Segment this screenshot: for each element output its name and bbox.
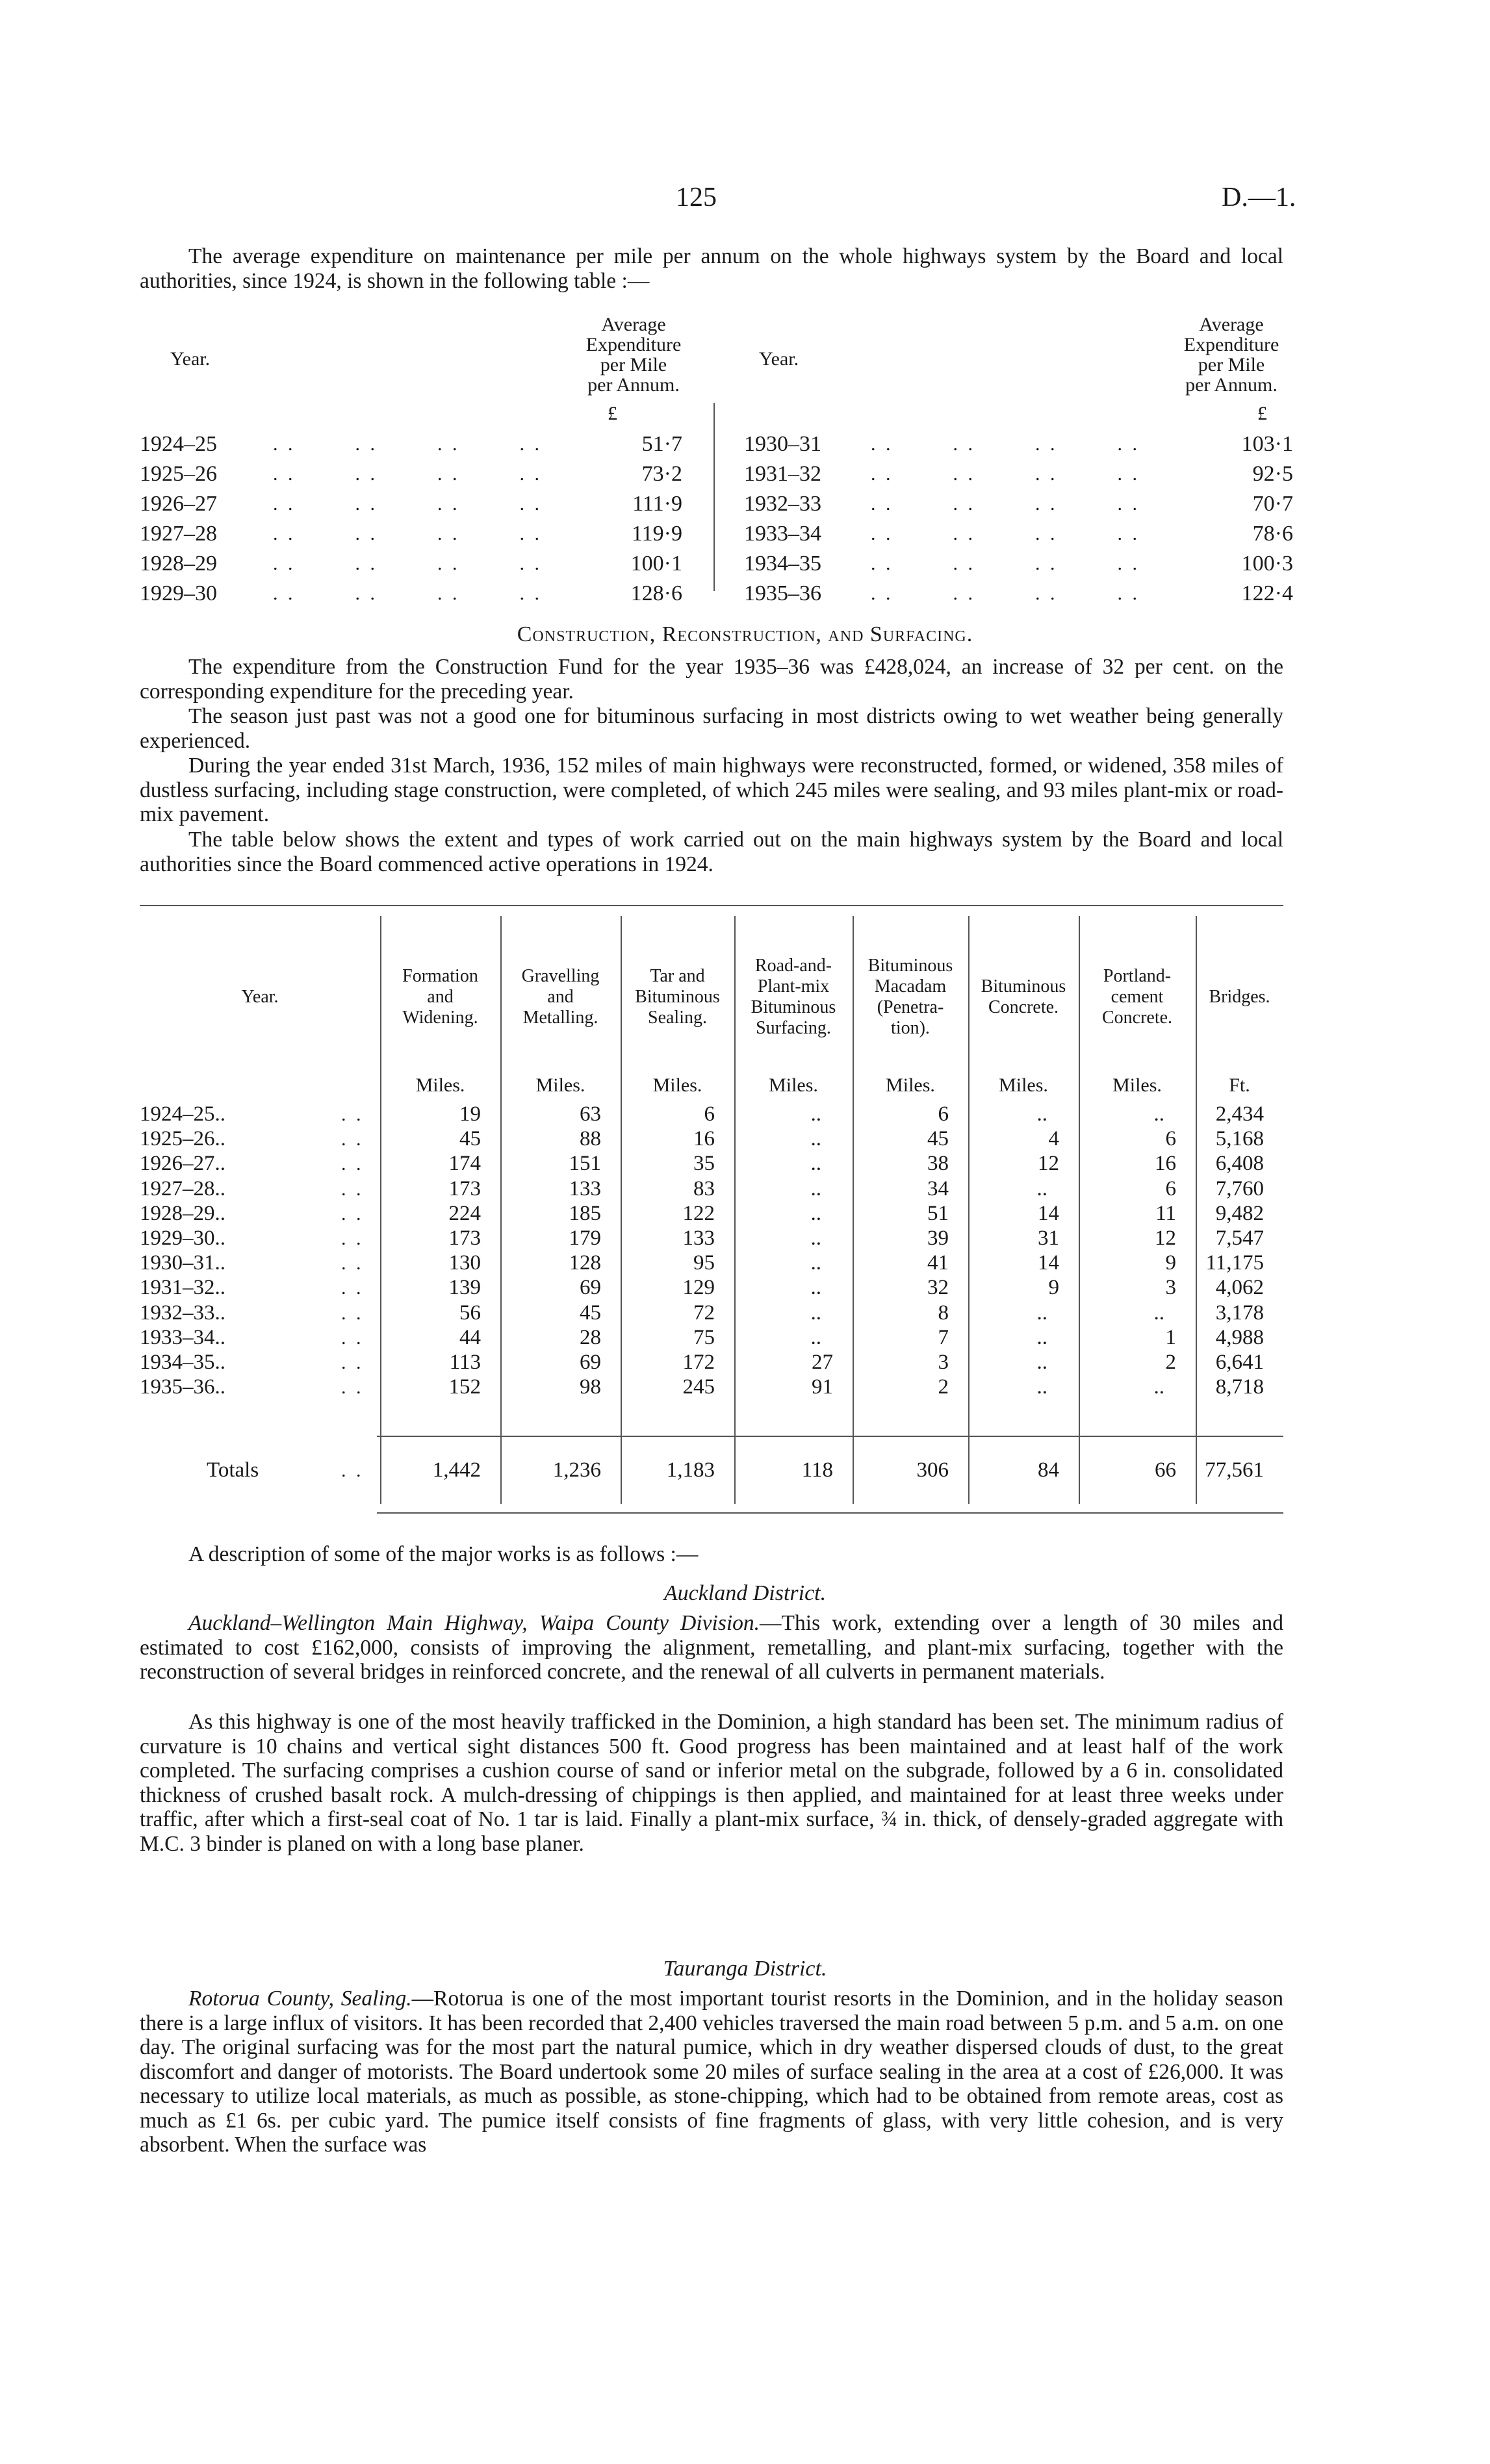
works-cell: 9,482	[1215, 1201, 1264, 1225]
works-row-year: 1932–33..	[140, 1301, 225, 1325]
works-unit: Miles.	[535, 1074, 585, 1096]
works-cell: 245	[682, 1375, 715, 1399]
works-unit: Miles.	[999, 1074, 1048, 1096]
intro-paragraph: The average expenditure on maintenance per mile per annum on the whole highways system by the Board and local authorities, since 1924, is shown in the following table :—	[140, 244, 1283, 293]
leader-dots: . .	[341, 1352, 364, 1373]
leader-dots: . .	[341, 1104, 364, 1125]
leader-dots: . .	[341, 1377, 364, 1399]
leader-dots: . . . . . . . .	[871, 463, 1140, 485]
leader-dots: . . . . . . . .	[273, 493, 542, 514]
leader-dots: . . . . . . . .	[273, 583, 542, 604]
section-heading: Construction, Reconstruction, and Surfacing.	[517, 622, 973, 646]
works-cell: 172	[682, 1351, 715, 1374]
works-cell: 45	[927, 1127, 949, 1151]
works-cell: 6	[1165, 1176, 1176, 1200]
works-row-year: 1927–28..	[140, 1176, 225, 1200]
works-cell: 91	[812, 1375, 833, 1399]
leader-dots: . . . . . . . .	[871, 433, 1140, 455]
avg-value-right: 100·3	[1241, 552, 1293, 576]
major-works-intro: A description of some of the major works is as follows :—	[188, 1542, 699, 1566]
works-header-5: Bituminous Macadam (Penetra- tion).	[867, 956, 953, 1038]
works-total-cell: 84	[1038, 1458, 1059, 1482]
avg-value-left: 73·2	[641, 462, 682, 486]
works-cell: 173	[448, 1226, 481, 1250]
avg-year-left: 1928–29	[140, 552, 217, 576]
auckland-paragraph-2: As this highway is one of the most heavily trafficked in the Dominion, a high standard has been set. The minimum radius of curvature is 10 chains and vertical sight distances 500 ft. Good progress has been maintained and at least half of the work completed. The surfacing comprises a cushion course of sand or inferior metal on the subgrade, followed by a 6 in. consolidated thickness of crushed basalt rock. A mulch-dressing of chippings is then applied, and maintained for at least three weeks under traffic, after which a first-seal coat of No. 1 tar is laid. Finally a plant-mix surface, ¾ in. thick, of densely-graded aggregate with M.C. 3 binder is planed on with a long base planer.	[140, 1710, 1283, 1856]
works-cell: 39	[927, 1226, 949, 1250]
works-cell: 75	[693, 1325, 715, 1349]
works-cell: 129	[682, 1276, 715, 1300]
works-cell: 6,641	[1215, 1351, 1264, 1374]
leader-dots: . .	[341, 1153, 364, 1175]
auckland-p1-text: —This work, extending over a length of 30 miles and estimated to cost £162,000, consists of improving the alignment, remetalling, and plant-mix surfacing, together with the reconstruction of several bridges in reinforced concrete, and the renewal of all culverts in permanent materials.	[140, 1611, 1283, 1684]
works-cell: ..	[810, 1251, 821, 1275]
works-cell: 139	[448, 1276, 481, 1300]
works-cell: ..	[1036, 1375, 1047, 1399]
avg-value-left: 100·1	[630, 552, 682, 576]
works-unit: Miles.	[886, 1074, 935, 1096]
leader-dots: . .	[341, 1302, 364, 1324]
works-table-top-rule	[140, 905, 1283, 906]
works-total-cell: 77,561	[1205, 1458, 1264, 1482]
works-cell: ..	[1153, 1301, 1164, 1325]
works-unit: Ft.	[1229, 1074, 1250, 1096]
works-header-2: Gravelling and Metalling.	[521, 966, 600, 1028]
works-cell: ..	[810, 1176, 821, 1200]
works-cell: 8,718	[1215, 1375, 1264, 1399]
avg-unit-right: £	[1257, 403, 1267, 424]
works-cell: 6,408	[1215, 1152, 1264, 1176]
leader-dots: . .	[341, 1252, 364, 1275]
avg-unit-left: £	[608, 403, 617, 424]
leader-dots: . . . . . . . .	[871, 523, 1140, 544]
leader-dots: . .	[341, 1202, 364, 1225]
works-cell: ..	[1036, 1176, 1047, 1200]
works-cell: 14	[1038, 1251, 1059, 1275]
auckland-paragraph-1	[140, 1611, 1283, 1684]
works-row-year: 1931–32..	[140, 1276, 225, 1300]
avg-year-left: 1929–30	[140, 581, 217, 605]
leader-dots: . . . . . . . .	[871, 553, 1140, 574]
works-row-year: 1929–30..	[140, 1226, 225, 1250]
works-header-8: Bridges.	[1209, 987, 1270, 1007]
works-cell: 9	[1048, 1276, 1059, 1300]
works-total-cell: 118	[801, 1458, 833, 1482]
works-row-year: 1926–27..	[140, 1152, 225, 1176]
works-cell: 3	[1165, 1276, 1176, 1300]
works-unit: Miles.	[1112, 1074, 1162, 1096]
works-header-0: Year.	[241, 987, 279, 1007]
works-cell: ..	[1036, 1325, 1047, 1349]
works-cell: 130	[448, 1251, 481, 1275]
works-cell: 98	[580, 1375, 601, 1399]
works-cell: 51	[927, 1201, 949, 1225]
works-cell: 95	[693, 1251, 715, 1275]
document-id: D.—1.	[1222, 183, 1296, 212]
works-cell: ..	[810, 1301, 821, 1325]
works-cell: ..	[810, 1325, 821, 1349]
works-cell: 27	[812, 1351, 833, 1374]
avg-col-exp-right: Average Expenditure per Mile per Annum.	[1183, 314, 1279, 396]
works-cell: ..	[810, 1226, 821, 1250]
paragraph-works-done: During the year ended 31st March, 1936, 152 miles of main highways were reconstructed, formed, or widened, 358 miles of dustless surfacing, including stage construction, were completed, of which 245 miles were sealing, and 93 miles plant-mix or road-mix pavement.	[140, 754, 1283, 826]
works-cell: 8	[938, 1301, 949, 1325]
works-cell: 16	[1155, 1152, 1176, 1176]
works-cell: 12	[1155, 1226, 1176, 1250]
works-cell: 7,547	[1215, 1226, 1264, 1250]
works-cell: 174	[448, 1152, 481, 1176]
avg-year-left: 1926–27	[140, 492, 217, 516]
auckland-heading: Auckland District.	[663, 1581, 827, 1605]
leader-dots: . . . . . . . .	[871, 583, 1140, 604]
works-total-cell: 1,183	[666, 1458, 715, 1482]
avg-col-year-right: Year.	[759, 348, 799, 370]
works-cell: ..	[810, 1276, 821, 1300]
works-cell: 11	[1155, 1201, 1176, 1225]
works-cell: 83	[693, 1176, 715, 1200]
works-cell: 11,175	[1205, 1251, 1264, 1275]
leader-dots: . .	[341, 1277, 364, 1299]
works-header-3: Tar and Bituminous Sealing.	[635, 966, 720, 1028]
works-cell: 69	[580, 1276, 601, 1300]
works-table-totals-rule	[377, 1436, 1283, 1437]
works-row-year: 1933–34..	[140, 1325, 225, 1349]
tauranga-p1-text: —Rotorua is one of the most important tourist resorts in the Dominion, and in the holiday season there is a large influx of visitors. It has been recorded that 2,400 vehicles traversed the main road between 5 p.m. and 5 a.m. on one day. The original surfacing was for the most part the natural pumice, which in dry weather dispersed clouds of dust, to the great discomfort and danger of motorists. The Board undertook some 20 miles of surface sealing in the area at a cost of £26,000. It was necessary to utilize local materials, as much as possible, as stone-chipping, which had to be obtained from remote areas, cost as much as £1 6s. per cubic yard. The pumice itself consists of fine fragments of glass, with very little cohesion, and is very absorbent. When the surface was	[140, 1987, 1283, 2157]
works-cell: ..	[810, 1201, 821, 1225]
works-cell: 6	[938, 1102, 949, 1126]
works-row-year: 1925–26..	[140, 1127, 225, 1151]
paragraph-expenditure: The expenditure from the Construction Fund for the year 1935–36 was £428,024, an increase of 32 per cent. on the corresponding expenditure for the preceding year.	[140, 655, 1283, 704]
tauranga-lead: Rotorua County, Sealing.	[188, 1987, 412, 2011]
works-cell: 3	[938, 1351, 949, 1374]
works-cell: 28	[580, 1325, 601, 1349]
works-cell: 69	[580, 1351, 601, 1374]
works-cell: 19	[459, 1102, 481, 1126]
avg-value-right: 103·1	[1241, 432, 1293, 456]
works-cell: 12	[1038, 1152, 1059, 1176]
leader-dots: . . . . . . . .	[273, 433, 542, 455]
works-row-year: 1928–29..	[140, 1201, 225, 1225]
works-cell: ..	[1153, 1102, 1164, 1126]
leader-dots: . .	[341, 1228, 364, 1249]
works-cell: 128	[569, 1251, 601, 1275]
works-cell: 5,168	[1215, 1127, 1264, 1151]
works-cell: 2	[1165, 1351, 1176, 1374]
works-cell: 2,434	[1215, 1102, 1264, 1126]
works-cell: 88	[580, 1127, 601, 1151]
works-unit: Miles.	[415, 1074, 465, 1096]
avg-value-right: 70·7	[1252, 492, 1293, 516]
works-cell: 179	[569, 1226, 601, 1250]
works-total-cell: 1,442	[432, 1458, 481, 1482]
leader-dots: . .	[341, 1128, 364, 1150]
works-table-bottom-rule	[377, 1512, 1283, 1514]
works-header-7: Portland- cement Concrete.	[1101, 966, 1173, 1028]
works-cell: 133	[682, 1226, 715, 1250]
works-cell: 173	[448, 1176, 481, 1200]
leader-dots: . . . . . . . .	[273, 523, 542, 544]
avg-year-right: 1934–35	[744, 552, 821, 576]
works-cell: 34	[927, 1176, 949, 1200]
works-cell: 7,760	[1215, 1176, 1264, 1200]
works-total-cell: 306	[916, 1458, 949, 1482]
avg-value-right: 122·4	[1241, 581, 1293, 605]
auckland-lead: Auckland–Wellington Main Highway, Waipa County Division.	[188, 1611, 760, 1635]
leader-dots: . .	[341, 1460, 364, 1481]
works-cell: 122	[682, 1201, 715, 1225]
works-row-year: 1934–35..	[140, 1351, 225, 1374]
avg-col-year-left: Year.	[170, 348, 211, 370]
works-cell: 185	[569, 1201, 601, 1225]
works-unit: Miles.	[652, 1074, 702, 1096]
works-total-cell: 66	[1155, 1458, 1176, 1482]
works-totals-label: Totals	[207, 1458, 259, 1482]
avg-year-left: 1924–25	[140, 432, 217, 456]
works-total-cell: 1,236	[552, 1458, 601, 1482]
works-cell: ..	[810, 1152, 821, 1176]
avg-year-right: 1935–36	[744, 581, 821, 605]
leader-dots: . .	[341, 1178, 364, 1200]
avg-year-left: 1925–26	[140, 462, 217, 486]
works-cell: 14	[1038, 1201, 1059, 1225]
leader-dots: . .	[341, 1327, 364, 1349]
works-cell: 133	[569, 1176, 601, 1200]
works-cell: 3,178	[1215, 1301, 1264, 1325]
works-cell: 151	[569, 1152, 601, 1176]
works-cell: 2	[938, 1375, 949, 1399]
avg-col-exp-left: Average Expenditure per Mile per Annum.	[585, 314, 682, 396]
works-cell: ..	[1036, 1351, 1047, 1374]
avg-value-left: 128·6	[630, 581, 682, 605]
works-cell: 6	[1165, 1127, 1176, 1151]
works-cell: 9	[1165, 1251, 1176, 1275]
works-cell: 35	[693, 1152, 715, 1176]
works-header-6: Bituminous Concrete.	[981, 976, 1066, 1017]
works-row-year: 1935–36..	[140, 1375, 225, 1399]
paragraph-season: The season just past was not a good one for bituminous surfacing in most districts owing to wet weather being generally experienced.	[140, 704, 1283, 753]
avg-value-left: 51·7	[641, 432, 682, 456]
works-row-year: 1930–31..	[140, 1251, 225, 1275]
works-cell: ..	[1036, 1102, 1047, 1126]
works-cell: 4	[1048, 1127, 1059, 1151]
works-cell: 4,988	[1215, 1325, 1264, 1349]
works-unit: Miles.	[769, 1074, 818, 1096]
works-cell: 1	[1165, 1325, 1176, 1349]
works-cell: ..	[1153, 1375, 1164, 1399]
tauranga-paragraph-1	[140, 1987, 1283, 2157]
avg-year-right: 1932–33	[744, 492, 821, 516]
works-cell: 31	[1038, 1226, 1059, 1250]
works-cell: 44	[459, 1325, 481, 1349]
avg-value-right: 78·6	[1252, 522, 1293, 546]
avg-value-left: 119·9	[631, 522, 682, 546]
leader-dots: . . . . . . . .	[273, 553, 542, 574]
avg-year-left: 1927–28	[140, 522, 217, 546]
works-cell: ..	[1036, 1301, 1047, 1325]
avg-value-left: 111·9	[632, 492, 682, 516]
page-number: 125	[676, 183, 717, 212]
works-cell: ..	[810, 1127, 821, 1151]
works-cell: 152	[448, 1375, 481, 1399]
works-cell: 38	[927, 1152, 949, 1176]
paragraph-table-intro: The table below shows the extent and types of work carried out on the main highways system by the Board and local authorities since the Board commenced active operations in 1924.	[140, 828, 1283, 876]
works-cell: 45	[459, 1127, 481, 1151]
works-cell: 41	[927, 1251, 949, 1275]
works-cell: 6	[704, 1102, 715, 1126]
works-cell: 224	[448, 1201, 481, 1225]
works-header-1: Formation and Widening.	[402, 966, 478, 1028]
works-cell: 56	[459, 1301, 481, 1325]
leader-dots: . . . . . . . .	[273, 463, 542, 485]
works-cell: 16	[693, 1127, 715, 1151]
works-cell: 72	[693, 1301, 715, 1325]
works-cell: 32	[927, 1276, 949, 1300]
works-cell: 113	[449, 1351, 481, 1374]
works-row-year: 1924–25..	[140, 1102, 225, 1126]
works-header-4: Road-and- Plant-mix Bituminous Surfacing.	[751, 956, 836, 1038]
avg-year-right: 1933–34	[744, 522, 821, 546]
works-cell: 4,062	[1215, 1276, 1264, 1300]
leader-dots: . . . . . . . .	[871, 493, 1140, 514]
works-cell: ..	[810, 1102, 821, 1126]
avg-year-right: 1930–31	[744, 432, 821, 456]
avg-value-right: 92·5	[1252, 462, 1293, 486]
works-cell: 45	[580, 1301, 601, 1325]
works-cell: 63	[580, 1102, 601, 1126]
tauranga-heading: Tauranga District.	[663, 1957, 827, 1981]
avg-year-right: 1931–32	[744, 462, 821, 486]
avg-divider	[713, 403, 715, 591]
works-cell: 7	[938, 1325, 949, 1349]
